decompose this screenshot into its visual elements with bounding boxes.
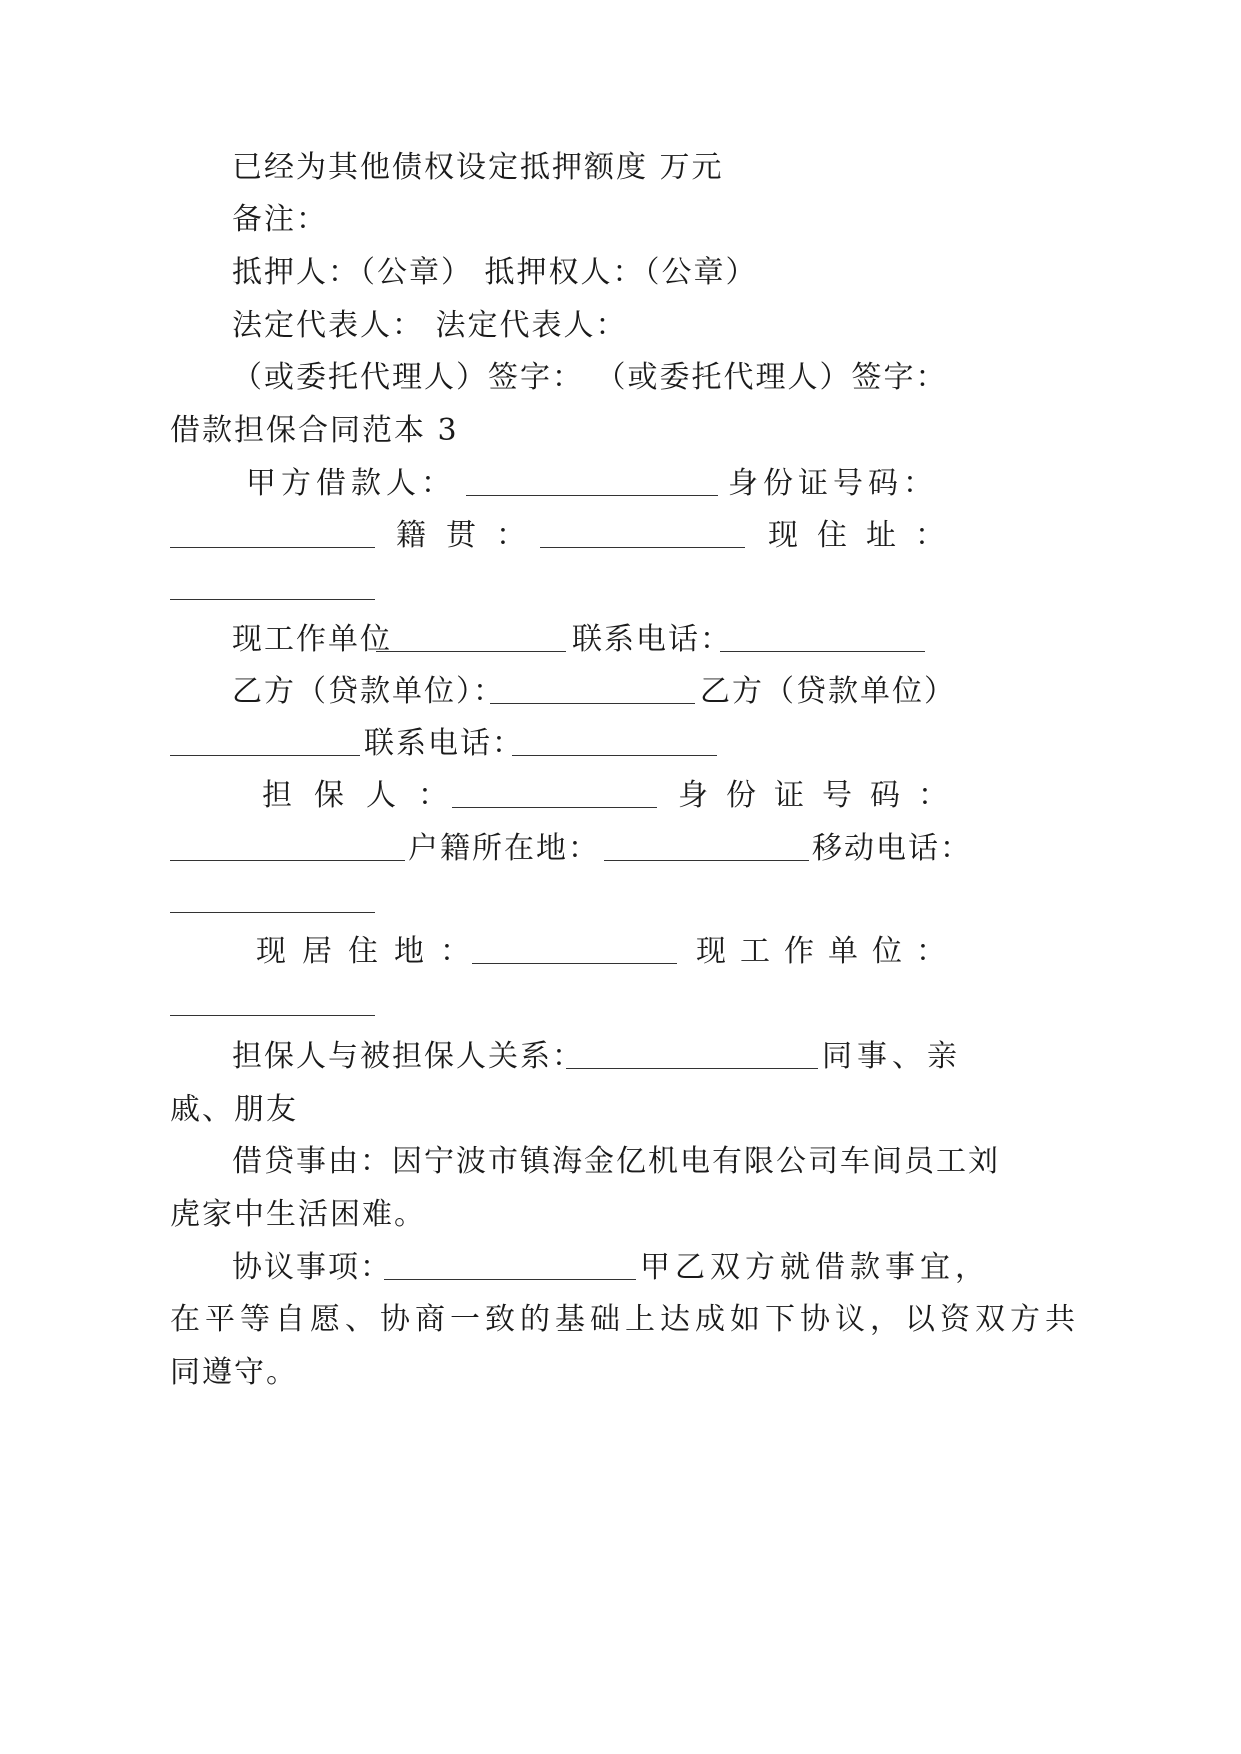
loan-reason-cont: 虎家中生活困难。 [170,1197,426,1232]
guarantor-employer-label: 现工作单位： [696,934,960,969]
contact-phone-label-2: 联系电话： [364,726,524,761]
party-b-lender-label-2: 乙方（贷款单位） [700,674,956,709]
native-place-field[interactable] [540,546,745,548]
household-registration-field[interactable] [604,859,809,861]
residence-label: 现居住地： [256,934,486,969]
mortgagor-seal-line: 抵押人：（公章） 抵押权人：（公章） [232,255,758,290]
agent-signature-line: （或委托代理人）签字： （或委托代理人）签字： [232,360,948,395]
current-employer-field[interactable] [376,650,566,652]
party-b-lender-label: 乙方（贷款单位）： [232,674,505,709]
mobile-phone-label: 移动电话： [812,831,972,866]
section-title: 借款担保合同范本 3 [170,413,459,448]
guarantor-field[interactable] [452,806,657,808]
current-address-field[interactable] [170,598,375,600]
loan-reason: 借贷事由：因宁波市镇海金亿机电有限公司车间员工刘 [232,1144,1000,1179]
legal-representative-line: 法定代表人： 法定代表人： [232,308,628,343]
mobile-phone-field[interactable] [170,911,375,913]
agreement-items-field[interactable] [384,1278,636,1280]
guarantor-employer-field[interactable] [170,1014,375,1016]
mortgage-amount-line: 已经为其他债权设定抵押额度 万元 [232,150,724,185]
id-number-label: 身份证号码： [728,466,938,501]
relationship-label: 担保人与被担保人关系： [232,1039,584,1074]
current-employer-label: 现工作单位 [232,622,392,657]
agreement-text-3: 同遵守。 [170,1355,298,1390]
agreement-text-2: 在平等自愿、协商一致的基础上达成如下协议，以资双方共 [170,1302,1080,1337]
party-b-lender-field[interactable] [490,702,695,704]
relationship-field[interactable] [566,1067,818,1069]
household-registration-label: 户籍所在地： [408,831,600,866]
relationship-options-cont: 戚、朋友 [170,1092,298,1127]
current-address-label: 现住址： [768,518,964,553]
relationship-options: 同事、亲 [822,1039,962,1074]
party-a-borrower-field[interactable] [466,494,718,496]
contact-phone-label: 联系电话： [572,622,732,657]
remarks-label: 备注： [232,202,328,237]
id-number-field[interactable] [170,546,375,548]
contact-phone-field-2[interactable] [512,754,717,756]
native-place-label: 籍贯： [396,518,546,553]
contact-phone-field[interactable] [720,650,925,652]
party-b-lender-field-2[interactable] [170,754,360,756]
party-a-borrower-label: 甲方借款人： [246,466,456,501]
agreement-items-label: 协议事项： [232,1250,392,1285]
guarantor-id-field[interactable] [170,859,405,861]
guarantor-label: 担保人： [262,778,470,813]
agreement-text-1: 甲乙双方就借款事宜， [640,1250,990,1285]
residence-field[interactable] [472,962,677,964]
guarantor-id-label: 身份证号码： [678,778,966,813]
